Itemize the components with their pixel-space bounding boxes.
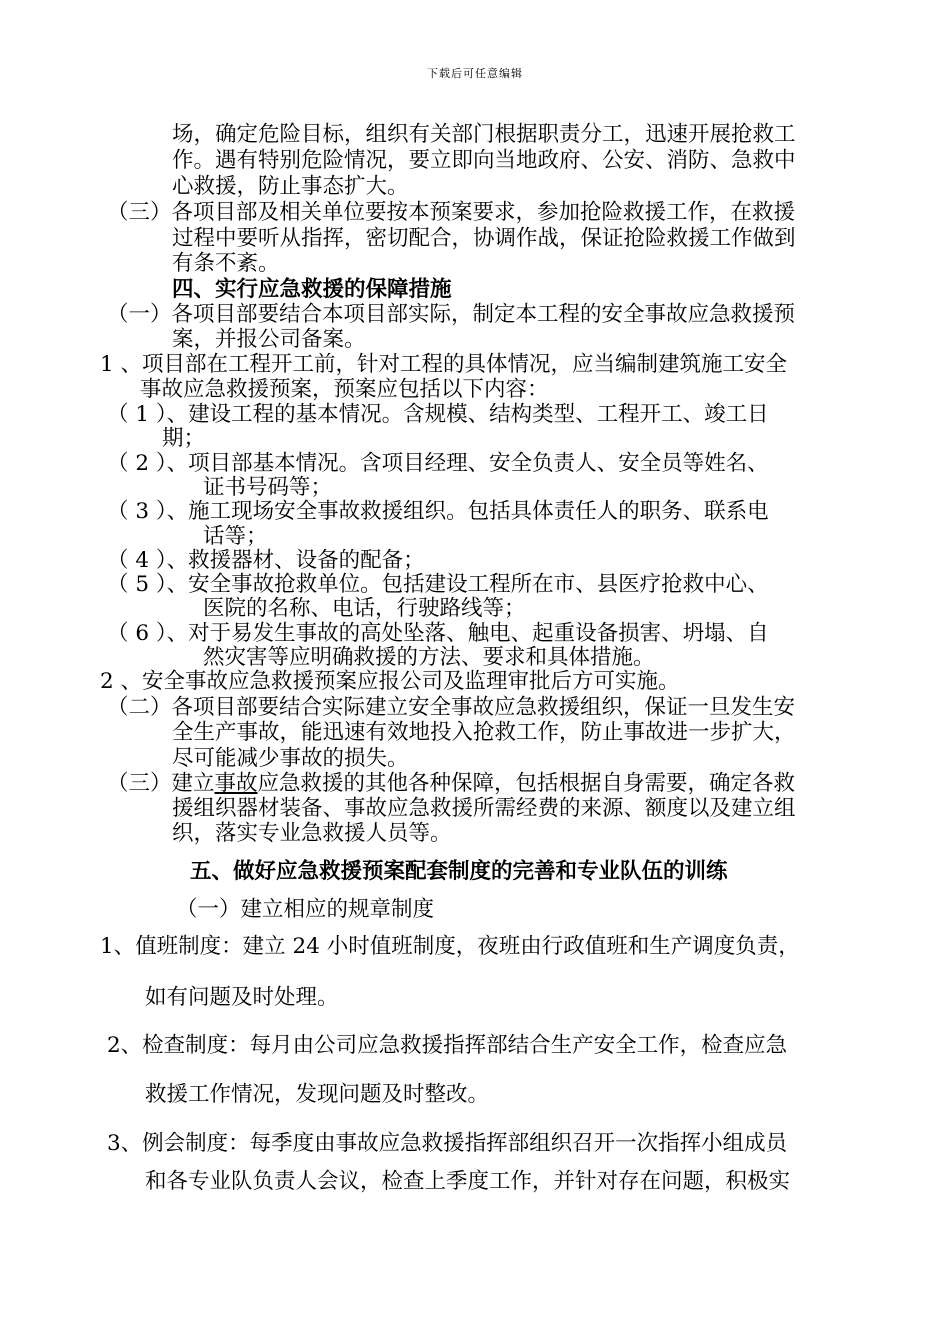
body-line: 作。遇有特别危险情况，要立即向当地政府、公安、消防、急救中 xyxy=(172,148,796,173)
body-line: 过程中要听从指挥，密切配合，协调作战，保证抢险救援工作做到 xyxy=(172,226,796,251)
body-line: （ 3 ）、施工现场安全事故救援组织。包括具体责任人的职务、联系电 xyxy=(107,499,769,524)
underlined-text: 事故 xyxy=(214,771,258,796)
body-line: 案，并报公司备案。 xyxy=(172,327,366,352)
body-line: 援组织器材装备、事故应急救援所需经费的来源、额度以及建立组 xyxy=(172,796,796,821)
body-line: （一）各项目部要结合本项目部实际，制定本工程的安全事故应急救援预 xyxy=(107,302,796,327)
body-line: 心救援，防止事态扩大。 xyxy=(172,174,409,199)
body-line: 事故应急救援预案，预案应包括以下内容： xyxy=(140,377,549,402)
body-line: 织，落实专业急救援人员等。 xyxy=(172,821,452,846)
body-line: 尽可能减少事故的损失。 xyxy=(172,746,409,771)
body-line: 2 、安全事故应急救援预案应报公司及监理审批后方可实施。 xyxy=(100,669,680,694)
body-line: 场，确定危险目标，组织有关部门根据职责分工，迅速开展抢救工 xyxy=(172,122,796,147)
subsection-heading: （一）建立相应的规章制度 xyxy=(176,897,435,922)
body-text: （三）建立 xyxy=(107,771,215,796)
body-line: 和各专业队负责人会议，检查上季度工作，并针对存在问题，积极实 xyxy=(145,1169,791,1194)
body-line: 然灾害等应明确救援的方法、要求和具体措施。 xyxy=(203,645,655,670)
body-line: 如有问题及时处理。 xyxy=(145,985,339,1010)
body-line: 期； xyxy=(162,426,206,451)
body-line: 有条不紊。 xyxy=(172,251,280,276)
body-line: 1 、项目部在工程开工前，针对工程的具体情况，应当编制建筑施工安全 xyxy=(100,352,788,377)
body-text: 应急救援的其他各种保障，包括根据自身需要，确定各救 xyxy=(257,771,796,796)
body-line: 3、例会制度：每季度由事故应急救援指挥部组织召开一次指挥小组成员 xyxy=(107,1131,788,1156)
body-line: 救援工作情况，发现问题及时整改。 xyxy=(145,1082,490,1107)
body-line: 医院的名称、电话，行驶路线等； xyxy=(203,596,526,621)
section-heading: 五、做好应急救援预案配套制度的完善和专业队伍的训练 xyxy=(190,859,728,884)
body-line: 1、值班制度：建立 24 小时值班制度，夜班由行政值班和生产调度负责， xyxy=(100,934,800,959)
body-line: （ 4 ）、救援器材、设备的配备； xyxy=(107,548,425,573)
body-line: （ 2 ）、项目部基本情况。含项目经理、安全负责人、安全员等姓名、 xyxy=(107,451,769,476)
page-header: 下载后可任意编辑 xyxy=(427,67,523,80)
body-line: （ 5 ）、安全事故抢救单位。包括建设工程所在市、县医疗抢救中心、 xyxy=(107,572,769,597)
body-line: （ 6 ）、对于易发生事故的高处坠落、触电、起重设备损害、坍塌、自 xyxy=(107,621,769,646)
body-line: 全生产事故，能迅速有效地投入抢救工作，防止事故进一步扩大， xyxy=(172,720,796,745)
section-heading: 四、实行应急救援的保障措施 xyxy=(172,277,452,302)
body-line: （三）各项目部及相关单位要按本预案要求，参加抢险救援工作，在救援 xyxy=(107,200,796,225)
body-line: （二）各项目部要结合实际建立安全事故应急救援组织，保证一旦发生安 xyxy=(107,695,796,720)
body-line: 话等； xyxy=(203,524,268,549)
body-line: 2、检查制度：每月由公司应急救援指挥部结合生产安全工作，检查应急 xyxy=(107,1033,788,1058)
body-line: （ 1 ）、建设工程的基本情况。含规模、结构类型、工程开工、竣工日 xyxy=(107,402,769,427)
body-line: 证书号码等； xyxy=(203,475,333,500)
body-line xyxy=(107,772,795,796)
